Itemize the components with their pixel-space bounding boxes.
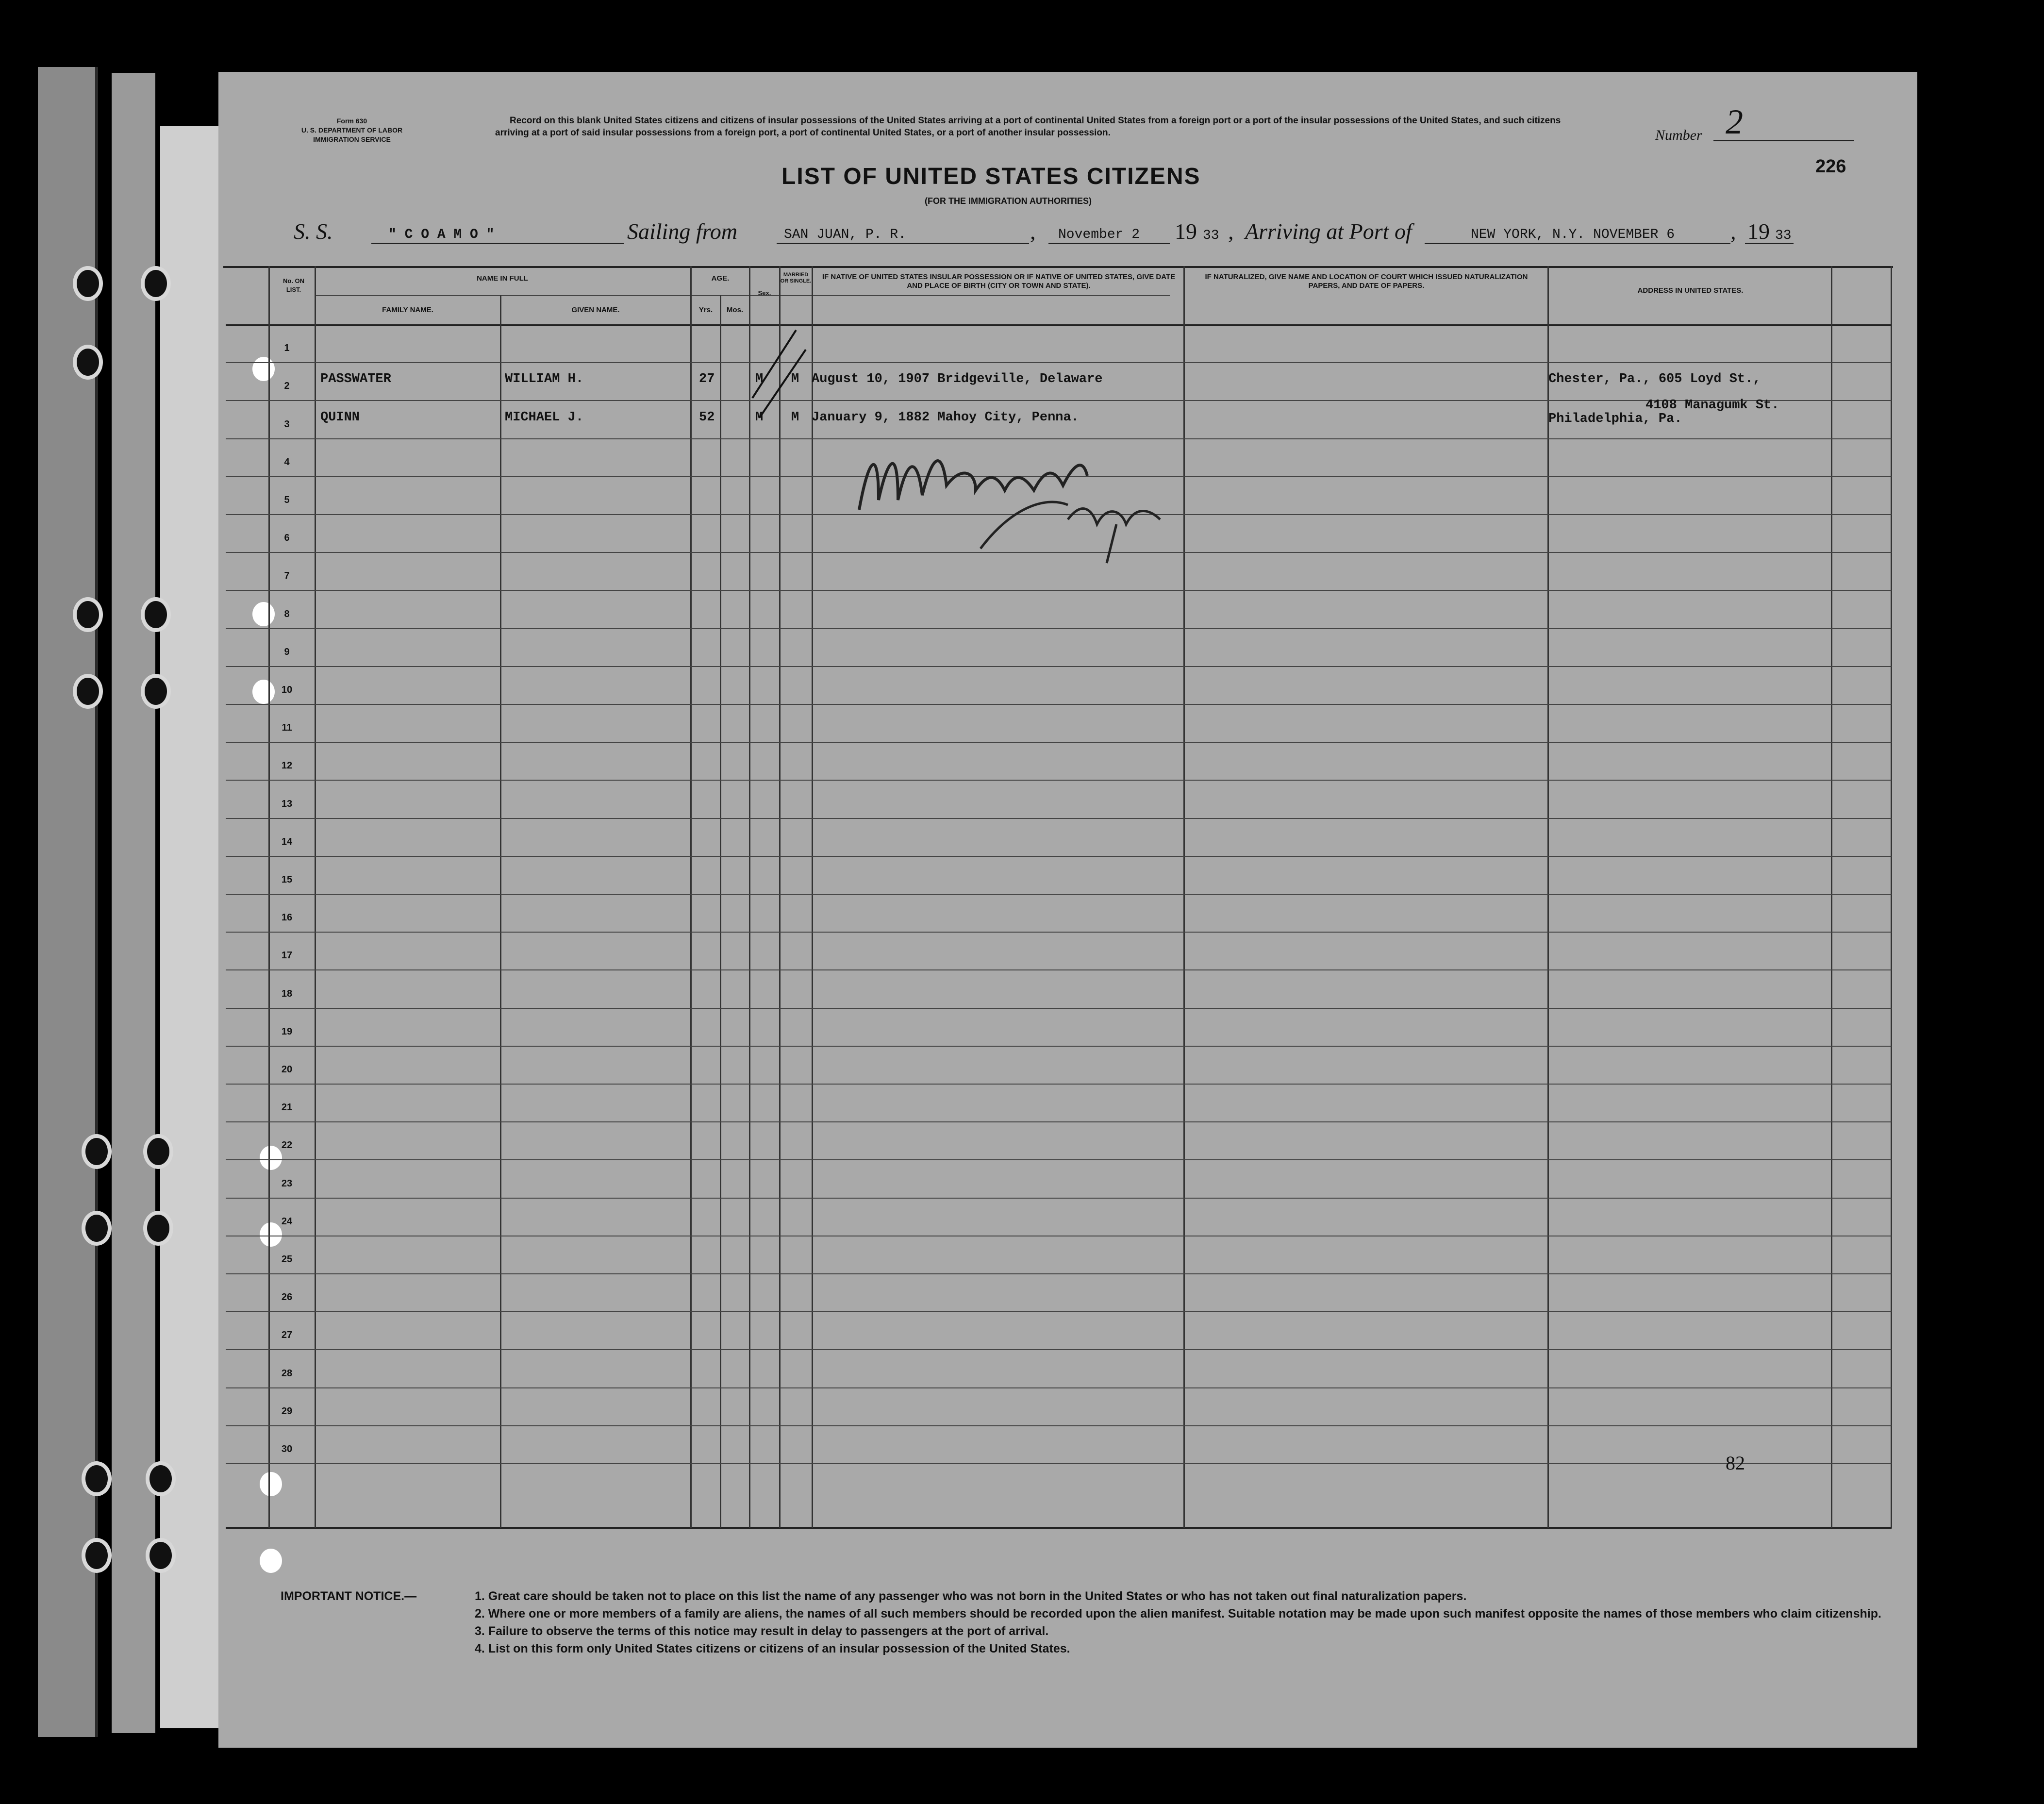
row-divider <box>226 1046 1892 1047</box>
col-header-family-name: FAMILY NAME. <box>382 306 433 314</box>
arrival-year-suffix: 33 <box>1775 228 1792 243</box>
sailing-label: Sailing from <box>627 219 738 244</box>
sailing-date: November 2 <box>1058 227 1140 242</box>
col-divider <box>1547 266 1549 1528</box>
notice-item: 1. Great care should be taken not to place on this list the name of any passenger who was not born in the United States or who has not taken out final naturalization papers. <box>475 1589 1467 1603</box>
punch-hole <box>82 1461 112 1496</box>
row-1-sex: M <box>755 372 764 386</box>
punch-hole <box>260 1549 282 1573</box>
punch-hole <box>260 1472 282 1496</box>
row-number: 3 <box>284 418 290 430</box>
punch-hole <box>82 1211 112 1246</box>
col-header-sex: Sex. <box>758 289 771 297</box>
notice-label: IMPORTANT NOTICE.— <box>281 1589 417 1603</box>
ss-label: S. S. <box>294 219 333 244</box>
form-department-block <box>279 117 425 144</box>
row-2-address-line-1: 4108 Managumk St. <box>1645 398 1779 413</box>
service-name: IMMIGRATION SERVICE <box>313 135 391 143</box>
row-divider <box>226 1159 1892 1160</box>
sailing-port: SAN JUAN, P. R. <box>784 227 907 242</box>
notice-item: 2. Where one or more members of a family are aliens, the names of all such members should be recorded upon the alien manifest. Suitable notation may be made upon such manifest opposite the names of those members who claim citizenship. <box>475 1607 1881 1620</box>
row-2-given-name: MICHAEL J. <box>505 410 584 425</box>
arrival-year-prefix: 19 <box>1747 219 1770 244</box>
handwritten-82: 82 <box>1726 1452 1745 1474</box>
col-header-given-name: GIVEN NAME. <box>571 306 620 314</box>
row-2-sex: M <box>755 410 764 425</box>
row-number: 15 <box>281 874 293 885</box>
notice-item: 3. Failure to observe the terms of this notice may result in delay to passengers at the port of arrival. <box>475 1624 1049 1638</box>
row-number: 14 <box>281 836 293 847</box>
row-number: 27 <box>281 1330 293 1341</box>
punch-hole <box>252 602 275 626</box>
row-2-family-name: QUINN <box>320 410 360 425</box>
row-number: 8 <box>284 608 290 619</box>
col-divider <box>812 266 813 1528</box>
inspector-signature <box>849 427 1180 573</box>
punch-hole <box>73 674 103 709</box>
row-number: 30 <box>281 1444 293 1454</box>
row-divider <box>226 704 1892 705</box>
ship-name: " C O A M O " <box>388 227 495 242</box>
row-number: 19 <box>281 1026 293 1037</box>
arrival-port-underline <box>1425 243 1730 244</box>
punch-hole <box>143 1211 173 1246</box>
row-number: 16 <box>281 912 293 923</box>
row-1-birth: August 10, 1907 Bridgeville, Delaware <box>812 372 1103 386</box>
row-number: 10 <box>281 685 293 695</box>
arrival-port: NEW YORK, N.Y. NOVEMBER 6 <box>1471 227 1675 242</box>
ship-underline <box>371 243 624 244</box>
row-divider <box>226 1349 1892 1350</box>
row-1-address: Chester, Pa., 605 Loyd St., <box>1548 372 1761 386</box>
comma: , <box>1730 219 1736 244</box>
punch-hole <box>141 597 171 632</box>
row-divider <box>226 1084 1892 1085</box>
row-divider <box>226 1198 1892 1199</box>
row-2-marital: M <box>791 410 799 425</box>
punch-hole <box>73 597 103 632</box>
col-divider <box>690 266 692 1528</box>
col-divider <box>779 266 781 1528</box>
number-value: 2 <box>1726 102 1743 141</box>
col-header-birth: IF NATIVE OF UNITED STATES INSULAR POSSESSION OR IF NATIVE OF UNITED STATES, GIVE DATE AND PLACE OF BIRTH (CITY OR TOWN AND STATE). <box>822 273 1176 290</box>
row-number: 11 <box>282 722 292 734</box>
row-divider <box>226 1425 1892 1426</box>
name-subheader-line <box>316 295 1170 296</box>
row-divider <box>226 932 1892 933</box>
row-2-address-line-2: Philadelphia, Pa. <box>1548 412 1682 426</box>
comma: , <box>1030 219 1036 244</box>
form-subtitle: (FOR THE IMMIGRATION AUTHORITIES) <box>925 196 1092 206</box>
punch-hole <box>82 1134 112 1169</box>
col-divider <box>315 266 316 1528</box>
row-divider <box>226 894 1892 895</box>
form-paper <box>218 72 1917 1748</box>
row-number: 17 <box>281 950 293 961</box>
col-header-no-on-list: No. ON LIST. <box>283 277 305 293</box>
punch-hole <box>146 1461 176 1496</box>
col-divider <box>1831 266 1832 1528</box>
row-number: 2 <box>284 381 290 392</box>
row-number: 20 <box>281 1064 293 1075</box>
row-number: 7 <box>284 570 290 582</box>
form-number: Form 630 <box>336 117 367 125</box>
number-underline <box>1713 140 1854 141</box>
row-number: 18 <box>281 988 293 999</box>
row-number: 12 <box>281 760 293 771</box>
punch-hole <box>82 1538 112 1573</box>
col-divider <box>720 295 721 1528</box>
col-header-address: ADDRESS IN UNITED STATES. <box>1637 286 1744 295</box>
punch-hole <box>252 357 275 381</box>
row-divider <box>226 666 1892 667</box>
punch-hole <box>73 345 103 380</box>
sailing-year-prefix: 19 <box>1175 219 1197 244</box>
row-divider <box>226 590 1892 591</box>
col-divider <box>500 295 501 1528</box>
notice-list <box>475 1587 2044 1657</box>
col-divider <box>749 266 750 1528</box>
row-divider <box>226 1463 1892 1464</box>
punch-hole <box>141 266 171 301</box>
row-number: 22 <box>281 1140 293 1151</box>
form-instructions: Record on this blank United States citizens and citizens of insular possessions of the United States arriving at a port of continental United States from a foreign port or a port of the insular possessions of the United States, and such citizens arriving at a port of said insular possessions from a foreign port, a port of continental United States, or a port of another insular possession. <box>495 116 1561 138</box>
col-header-name-in-full: NAME IN FULL <box>477 274 528 283</box>
row-2-birth: January 9, 1882 Mahoy City, Penna. <box>812 410 1079 425</box>
row-2-age-yrs: 52 <box>699 410 715 425</box>
col-header-naturalized: IF NATURALIZED, GIVE NAME AND LOCATION OF COURT WHICH ISSUED NATURALIZATION PAPERS, AND DATE OF PAPERS. <box>1205 273 1528 290</box>
col-header-married-single: MARRIED OR SINGLE. <box>780 272 812 284</box>
header-bottom-border <box>226 324 1892 326</box>
punch-hole <box>73 266 103 301</box>
col-divider <box>268 266 270 1528</box>
row-divider <box>226 1008 1892 1009</box>
row-divider <box>226 856 1892 857</box>
col-divider <box>1183 266 1185 1528</box>
row-1-family-name: PASSWATER <box>320 372 391 386</box>
row-number: 9 <box>284 646 290 657</box>
table-top-border <box>223 266 1893 268</box>
row-number: 6 <box>284 533 290 544</box>
row-divider <box>226 969 1892 970</box>
punch-hole <box>146 1538 176 1573</box>
col-header-yrs: Yrs. <box>698 306 713 314</box>
row-number: 4 <box>284 456 290 468</box>
row-number: 21 <box>281 1102 293 1113</box>
row-1-marital: M <box>791 372 799 386</box>
number-label: Number <box>1655 127 1702 143</box>
sailing-year-suffix: 33 <box>1203 228 1219 243</box>
col-header-mos: Mos. <box>726 306 744 314</box>
notice-item: 4. List on this form only United States citizens or citizens of an insular possession of the United States. <box>475 1642 1070 1655</box>
row-divider <box>226 780 1892 781</box>
row-1-given-name: WILLIAM H. <box>505 372 584 386</box>
punch-hole <box>252 680 275 704</box>
row-divider <box>226 1387 1892 1388</box>
row-number: 25 <box>281 1254 293 1265</box>
sailing-date-underline <box>1048 243 1170 244</box>
row-number: 1 <box>284 343 290 354</box>
ditto-marks <box>743 320 815 427</box>
row-number: 5 <box>284 495 290 505</box>
col-divider <box>1891 266 1892 1528</box>
row-divider <box>226 628 1892 629</box>
punch-hole <box>143 1134 173 1169</box>
row-divider <box>226 818 1892 819</box>
row-1-age-yrs: 27 <box>699 372 715 386</box>
page-number: 226 <box>1815 156 1846 177</box>
sailing-port-underline <box>777 243 1029 244</box>
form-title: LIST OF UNITED STATES CITIZENS <box>781 164 1201 189</box>
arrival-year-underline <box>1745 243 1794 244</box>
row-divider <box>226 1311 1892 1312</box>
punch-hole <box>141 674 171 709</box>
row-divider <box>226 1121 1892 1122</box>
row-divider <box>226 742 1892 743</box>
row-divider <box>226 1273 1892 1274</box>
row-number: 24 <box>281 1216 293 1227</box>
row-divider <box>226 362 1892 363</box>
comma: , <box>1228 219 1234 244</box>
department-name: U. S. DEPARTMENT OF LABOR <box>301 126 403 134</box>
row-number: 13 <box>281 798 293 809</box>
row-number: 28 <box>281 1368 293 1379</box>
row-number: 26 <box>281 1292 293 1303</box>
arriving-label: Arriving at Port of <box>1245 219 1412 244</box>
row-number: 29 <box>281 1405 293 1417</box>
col-header-age: AGE. <box>711 274 730 283</box>
row-divider <box>226 400 1892 401</box>
row-number: 23 <box>281 1178 293 1189</box>
table-bottom-border <box>226 1527 1892 1529</box>
